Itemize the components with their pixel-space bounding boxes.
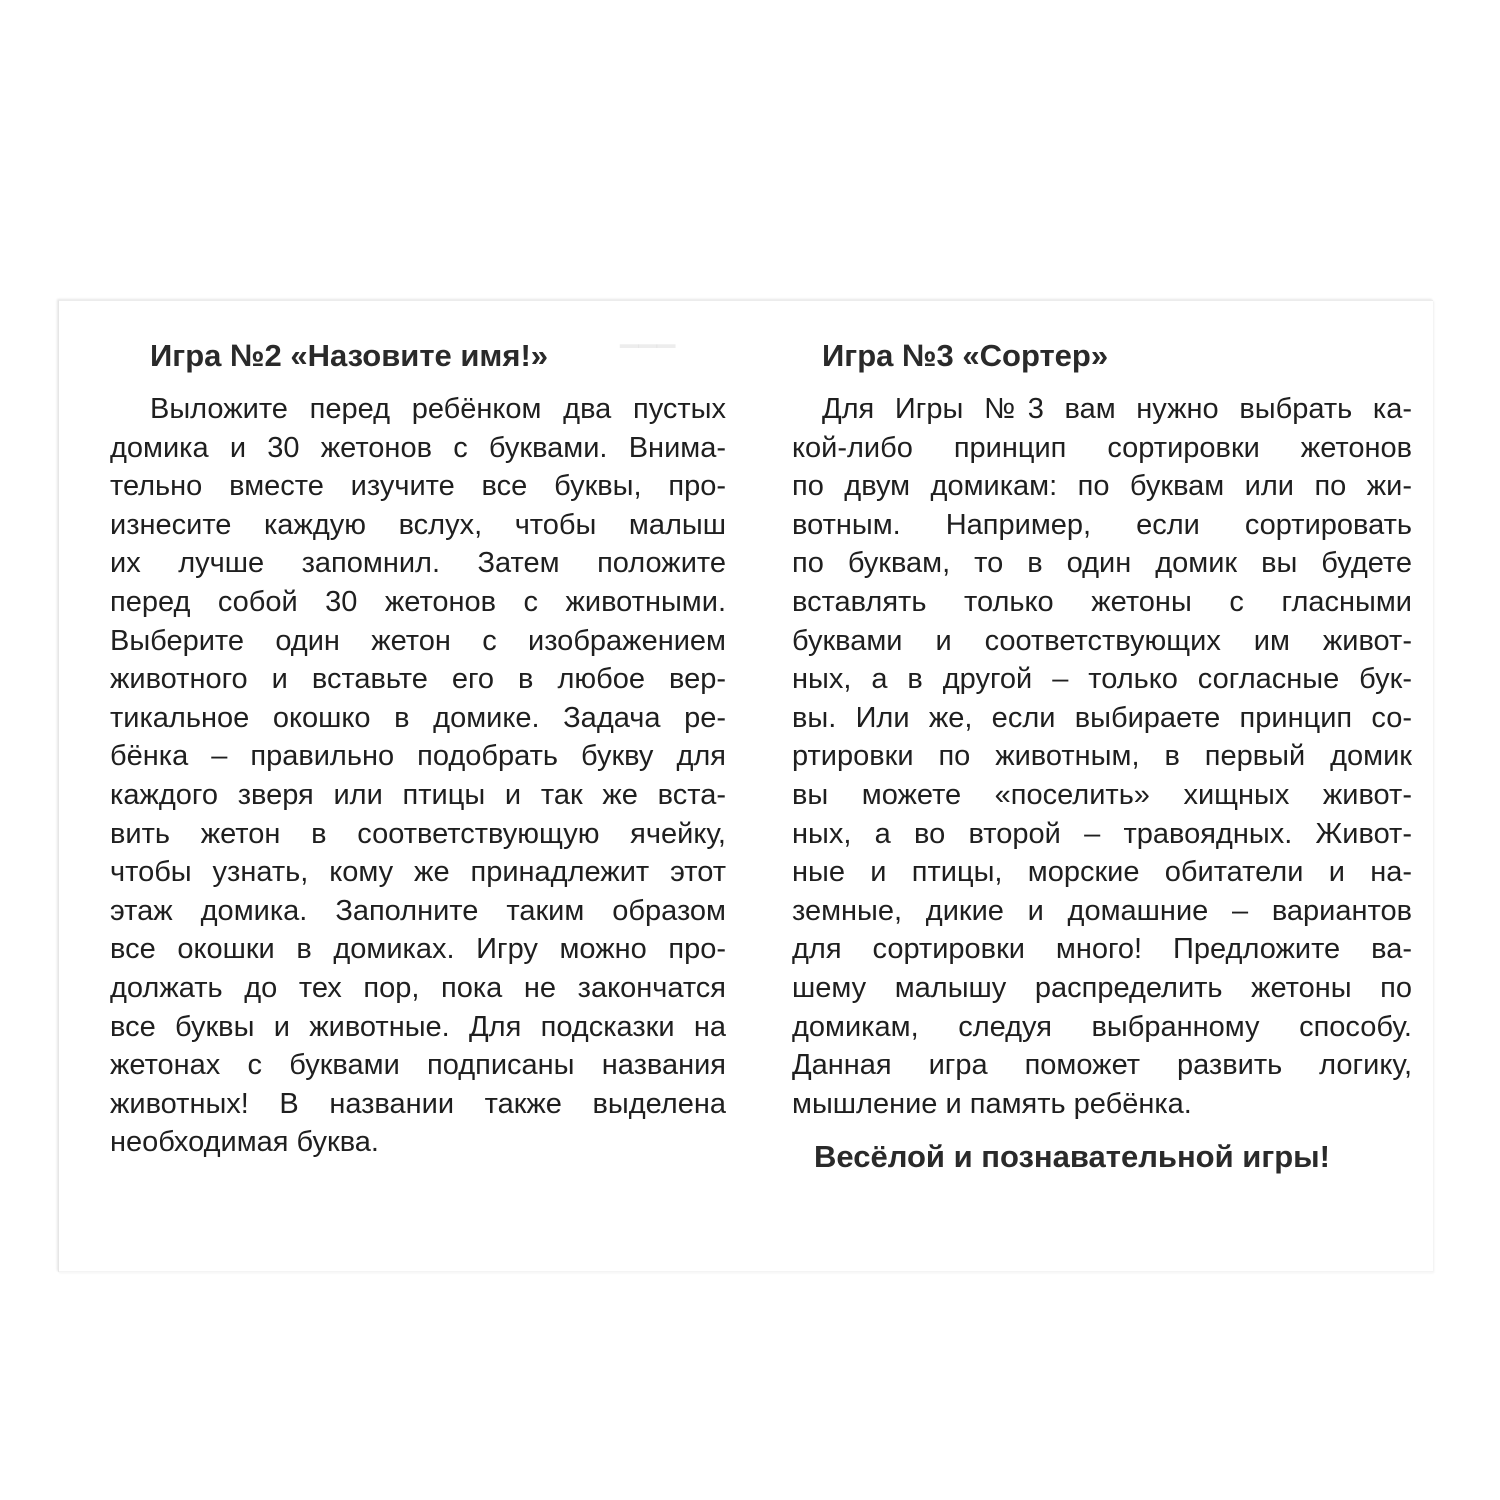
- body-line: домика и 30 жетонов с буквами. Внима-: [110, 431, 726, 464]
- body-line: Выложите перед ребёнком два пустых: [150, 393, 726, 425]
- body-line: ные и птицы, морские обитатели и на-: [792, 856, 1412, 889]
- body-line: необходимая буква.: [110, 1126, 379, 1159]
- body-line: этаж домика. Заполните таким образом: [110, 894, 726, 927]
- body-line: вы можете «поселить» хищных живот-: [792, 778, 1412, 811]
- body-line: мышление и память ребёнка.: [792, 1087, 1192, 1120]
- body-line: Выберите один жетон с изображением: [110, 624, 726, 657]
- body-line: должать до тех пор, пока не закончатся: [110, 971, 726, 1004]
- body-line: ных, а в другой – только согласные бук-: [792, 663, 1412, 696]
- body-line: тельно вместе изучите все буквы, про-: [110, 470, 726, 503]
- body-line: все буквы и животные. Для подсказки на: [110, 1010, 726, 1043]
- body-line: Для Игры №3 вам нужно выбрать ка-: [822, 393, 1412, 425]
- body-line: чтобы узнать, кому же принадлежит этот: [110, 856, 726, 889]
- body-line: жетонах с буквами подписаны названия: [110, 1049, 726, 1082]
- body-line: каждого зверя или птицы и так же вста-: [110, 778, 726, 811]
- body-line: по буквам, то в один домик вы будете: [792, 547, 1412, 580]
- body-line: бёнка – правильно подобрать букву для: [110, 740, 726, 773]
- body-line: животного и вставьте его в любое вер-: [110, 663, 726, 696]
- body-line: для сортировки много! Предложите ва-: [792, 933, 1412, 966]
- body-line: ртировки по животным, в первый домик: [792, 740, 1412, 773]
- body-line: животных! В названии также выделена: [110, 1087, 726, 1120]
- body-line: Данная игра поможет развить логику,: [792, 1049, 1412, 1082]
- body-line: домикам, следуя выбранному способу.: [792, 1010, 1412, 1043]
- body-line: перед собой 30 жетонов с животными.: [110, 585, 726, 618]
- body-line: вотным. Например, если сортировать: [792, 508, 1412, 541]
- body-line: ных, а во второй – травоядных. Живот-: [792, 817, 1412, 850]
- game-3-body: [792, 390, 1412, 1123]
- show-through-decoration: ▔▔▔: [620, 346, 676, 373]
- body-line: по двум домикам: по буквам или по жи-: [792, 470, 1412, 503]
- game-2-section: [110, 336, 726, 1162]
- body-line: шему малышу распределить жетоны по: [792, 971, 1412, 1004]
- body-line: буквами и соответствующих им живот-: [792, 624, 1412, 657]
- game-3-title: Игра №3 «Сортер»: [822, 338, 1109, 373]
- body-line: кой-либо принцип сортировки жетонов: [792, 431, 1412, 464]
- body-line: изнесите каждую вслух, чтобы малыш: [110, 508, 726, 541]
- game-2-title: Игра №2 «Назовите имя!»: [150, 338, 549, 373]
- game-2-body: [110, 390, 726, 1162]
- game-3-section: [792, 336, 1412, 1177]
- body-line: вставлять только жетоны с гласными: [792, 585, 1412, 618]
- body-line: вить жетон в соответствующую ячейку,: [110, 817, 726, 850]
- body-line: земные, дикие и домашние – вариантов: [792, 894, 1412, 927]
- body-line: тикальное окошко в домике. Задача ре-: [110, 701, 726, 734]
- body-line: их лучше запомнил. Затем положите: [110, 547, 726, 580]
- closing-wish: Весёлой и познавательной игры!: [814, 1139, 1330, 1175]
- body-line: все окошки в домиках. Игру можно про-: [110, 933, 726, 966]
- body-line: вы. Или же, если выбираете принцип со-: [792, 701, 1412, 734]
